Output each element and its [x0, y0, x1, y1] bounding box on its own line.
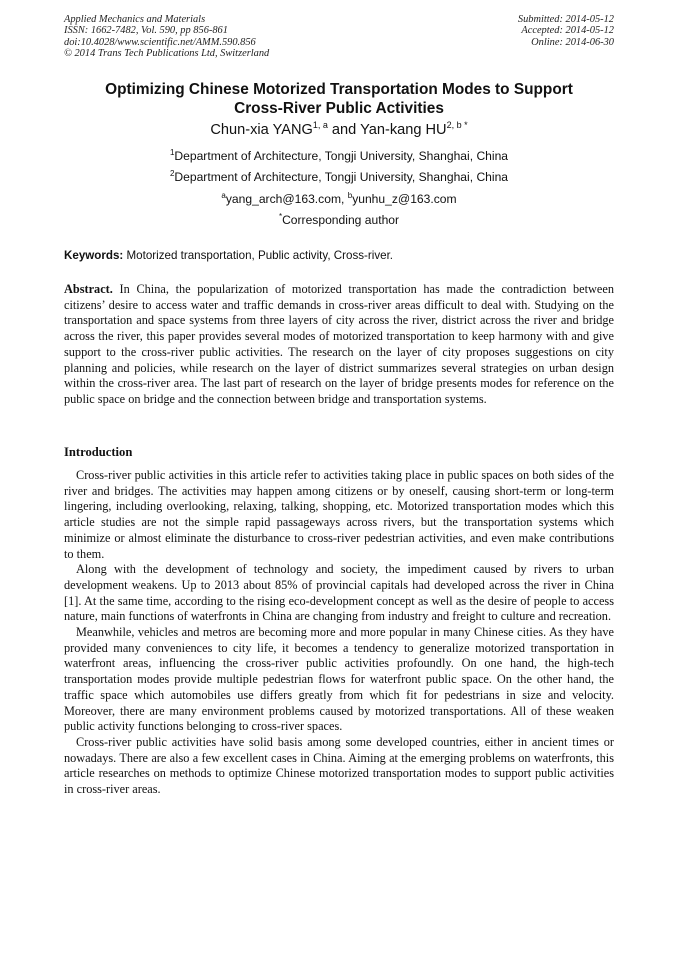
author-list [40, 121, 638, 139]
affiliation-1-marker: 1 [169, 148, 175, 157]
email-b-marker: b [347, 191, 353, 200]
abstract-text: In China, the popularization of motorized transportation has made the contradiction between citizens’ desire to access water and traffic demands in cross-river areas difficult to deal with. Studying on the transportation and space systems from three layers of city across the river, district across the river and bridge across the river, this paper provides several modes of motorized transportation to keep harmony with and give support to the cross-river public activities. The research on the layer of city proposes suggestions on city planning and policies, while research on the layer of district summarizes several strategies on urban design within the cross-river area. The last part of research on the layer of bridge presents modes for reference on the public space on bridge and the connection between bridge and transportation systems. [64, 282, 614, 406]
title-line-2: Cross-River Public Activities [234, 99, 444, 117]
journal-name: Applied Mechanics and Materials [64, 14, 206, 25]
intro-paragraph: Meanwhile, vehicles and metros are becoming more and more popular in many Chinese cities. As they have provided many conveniences to city life, it becomes a tendency to generalize motorized transportation in waterfront areas, influencing the cross-river public activities profoundly. On one hand, the high-tech transportation modes provide multiple pedestrian flows for waterfront public space. On the other hand, the traffic space which automobiles use differs greatly from which fit for pedestrians in size and velocity. Moreover, there are many environment problems caused by motorized transportations. All of these weaken public activity functions belonging to cross-river spaces. [64, 625, 614, 734]
corresponding-marker: * [278, 212, 283, 221]
author-1: Chun-xia YANG [210, 122, 313, 138]
issn-line: ISSN: 1662-7482, Vol. 590, pp 856-861 [64, 25, 228, 37]
paper-title [40, 81, 638, 118]
accepted-date: Accepted: 2014-05-12 [521, 25, 614, 37]
keywords-label: Keywords: [64, 249, 124, 262]
affiliation-2 [40, 170, 638, 185]
introduction-body [64, 468, 614, 798]
abstract [64, 282, 614, 408]
email-a[interactable]: yang_arch@163.com, [225, 192, 348, 206]
submitted-date: Submitted: 2014-05-12 [517, 14, 614, 25]
author-2: Yan-kang HU [360, 122, 447, 138]
title-line-1: Optimizing Chinese Motorized Transportation Modes to Support [105, 81, 573, 98]
affiliation-1-text: Department of Architecture, Tongji University, Shanghai, China [174, 149, 509, 163]
author-connector: and [327, 122, 361, 138]
intro-paragraph: Cross-river public activities have solid basis among some developed countries, either in ancient times or nowadays. There are also a few excellent cases in China. Aiming at the emerging problems on waterfronts, this article researches on methods to optimize Chinese motorized transportation modes to support public activities in cross-river areas. [64, 734, 614, 797]
abstract-label: Abstract. [64, 282, 113, 296]
affiliation-1 [40, 149, 638, 164]
email-b[interactable]: yunhu_z@163.com [352, 192, 457, 206]
author-2-marker: 2, b * [446, 120, 468, 130]
affiliation-2-marker: 2 [169, 169, 175, 178]
intro-paragraph: Along with the development of technology and society, the impediment caused by rivers to urban development weakens. Up to 2013 about 85% of provincial capitals had developed across the river in China [1]. At the same time, according to the rising eco-development concept as well as the desire of people to access nature, main functions of waterfronts in China are changing from industry and freight to culture and recreation. [64, 562, 614, 624]
corresponding-text: Corresponding author [282, 213, 400, 227]
email-a-marker: a [221, 191, 226, 200]
affiliation-2-text: Department of Architecture, Tongji University, Shanghai, China [174, 170, 509, 184]
journal-info [64, 14, 269, 60]
intro-paragraph: Cross-river public activities in this article refer to activities taking place in public spaces on both sides of the river and bridges. The activities may happen among citizens or by oneself, causing short-term or long-term lingering, including overlooking, relaxing, talking, shopping, etc. Motorized transportation modes which this article studies are not the simple rapid passageways across rivers, but the transportation systems which minimize or almost eliminate the disturbance to cross-river pedestrian activities, and even make contributions to them. [64, 468, 614, 561]
corresponding-note [40, 213, 638, 228]
introduction-heading: Introduction [64, 445, 133, 459]
doi-line: doi:10.4028/www.scientific.net/AMM.590.856 [64, 36, 256, 48]
online-date: Online: 2014-06-30 [531, 36, 614, 48]
keywords [64, 248, 624, 263]
keywords-text: Motorized transportation, Public activity, Cross-river. [123, 249, 394, 262]
publication-dates [518, 14, 614, 48]
author-emails [40, 192, 638, 207]
copyright-line: © 2014 Trans Tech Publications Ltd, Switzerland [64, 48, 270, 60]
author-1-marker: 1, a [312, 120, 328, 130]
